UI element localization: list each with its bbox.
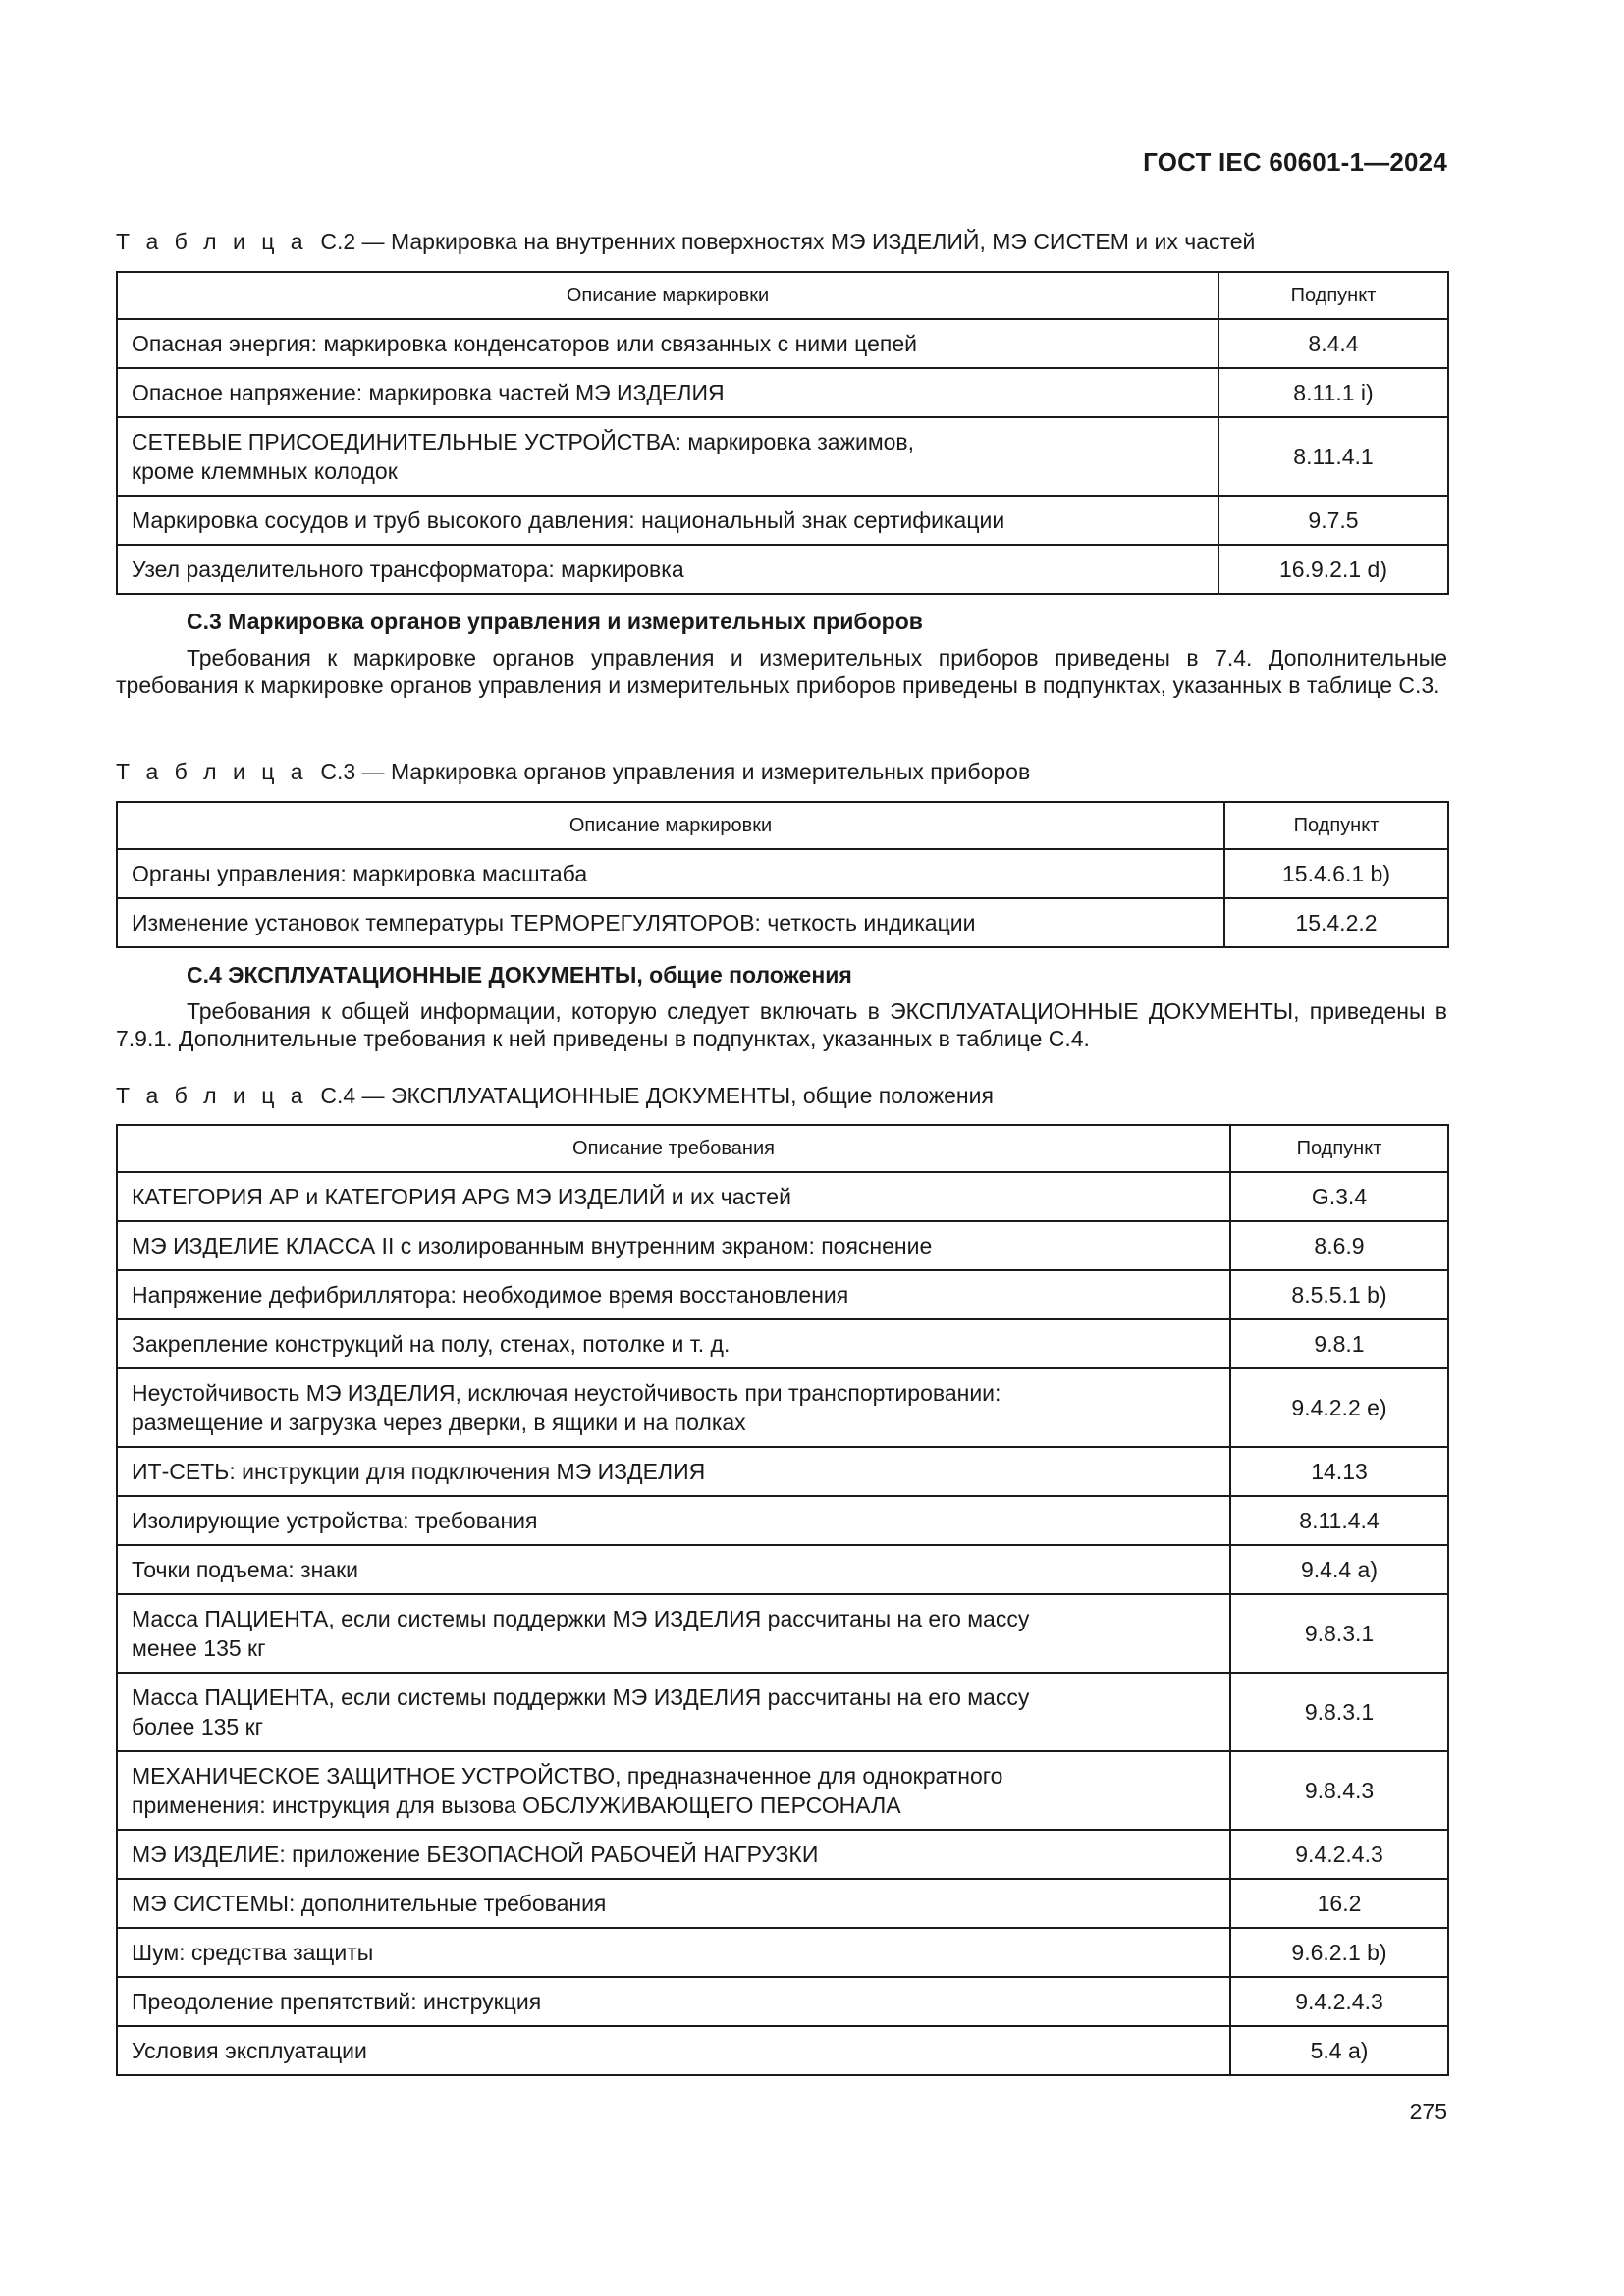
table-row	[117, 1673, 1448, 1751]
row-description: Напряжение дефибриллятора: необходимое время восстановления	[117, 1270, 1230, 1319]
table-c3	[116, 801, 1449, 948]
table-row	[117, 849, 1448, 898]
row-description-line-2: размещение и загрузка через дверки, в ящики и на полках	[132, 1410, 746, 1435]
row-description: Маркировка сосудов и труб высокого давления: национальный знак сертификации	[117, 496, 1218, 545]
row-description-line-2: применения: инструкция для вызова ОБСЛУЖИВАЮЩЕГО ПЕРСОНАЛА	[132, 1792, 901, 1818]
standard-designation: ГОСТ IEC 60601-1—2024	[1143, 147, 1447, 177]
row-subclause: 9.8.3.1	[1230, 1594, 1448, 1673]
row-subclause: 8.5.5.1 b)	[1230, 1270, 1448, 1319]
row-description-line-1: Масса ПАЦИЕНТА, если системы поддержки МЭ ИЗДЕЛИЯ рассчитаны на его массу	[132, 1606, 1030, 1631]
row-description	[117, 1368, 1230, 1447]
row-subclause: 8.6.9	[1230, 1221, 1448, 1270]
table-c2	[116, 271, 1449, 595]
row-description-line-2: кроме клеммных колодок	[132, 458, 398, 484]
row-subclause: 8.11.4.1	[1218, 417, 1448, 496]
table-c3-caption	[116, 759, 1030, 785]
row-subclause: 9.6.2.1 b)	[1230, 1928, 1448, 1977]
row-subclause: 16.9.2.1 d)	[1218, 545, 1448, 594]
row-subclause: 16.2	[1230, 1879, 1448, 1928]
table-header-row	[117, 272, 1448, 319]
section-c4-paragraph-text: Требования к общей информации, которую следует включать в ЭКСПЛУАТАЦИОННЫЕ ДОКУМЕНТЫ, приведены в 7.9.1. Дополнительные требования к ней приведены в подпунктах, указанных в таблице С.4.	[116, 998, 1447, 1051]
row-description: Узел разделительного трансформатора: маркировка	[117, 545, 1218, 594]
row-description: ИТ-СЕТЬ: инструкции для подключения МЭ ИЗДЕЛИЯ	[117, 1447, 1230, 1496]
table-row	[117, 545, 1448, 594]
row-description: МЭ ИЗДЕЛИЕ КЛАССА II с изолированным внутренним экраном: пояснение	[117, 1221, 1230, 1270]
section-c4-paragraph	[116, 997, 1447, 1052]
row-description-line-2: более 135 кг	[132, 1714, 264, 1739]
row-subclause: 9.8.3.1	[1230, 1673, 1448, 1751]
column-header-description: Описание маркировки	[117, 272, 1218, 319]
table-row	[117, 1830, 1448, 1879]
row-subclause: G.3.4	[1230, 1172, 1448, 1221]
row-description-line-2: менее 135 кг	[132, 1635, 266, 1661]
row-subclause: 8.11.4.4	[1230, 1496, 1448, 1545]
row-subclause: 14.13	[1230, 1447, 1448, 1496]
table-row	[117, 1496, 1448, 1545]
row-subclause: 8.11.1 i)	[1218, 368, 1448, 417]
row-description	[117, 417, 1218, 496]
row-description	[117, 1673, 1230, 1751]
row-description	[117, 1751, 1230, 1830]
row-description: КАТЕГОРИЯ АР и КАТЕГОРИЯ АРG МЭ ИЗДЕЛИЙ и их частей	[117, 1172, 1230, 1221]
column-header-subclause: Подпункт	[1224, 802, 1448, 849]
table-c4-caption	[116, 1083, 994, 1109]
table-row	[117, 319, 1448, 368]
table-row	[117, 1545, 1448, 1594]
table-row	[117, 496, 1448, 545]
row-description: МЭ ИЗДЕЛИЕ: приложение БЕЗОПАСНОЙ РАБОЧЕЙ НАГРУЗКИ	[117, 1830, 1230, 1879]
row-description: Органы управления: маркировка масштаба	[117, 849, 1224, 898]
row-subclause: 9.7.5	[1218, 496, 1448, 545]
row-description-line-1: МЕХАНИЧЕСКОЕ ЗАЩИТНОЕ УСТРОЙСТВО, предназначенное для однократного	[132, 1763, 1003, 1789]
row-subclause: 15.4.6.1 b)	[1224, 849, 1448, 898]
table-c2-caption	[116, 229, 1255, 255]
table-c3-caption-text: С.3 — Маркировка органов управления и измерительных приборов	[320, 759, 1031, 784]
table-row	[117, 1594, 1448, 1673]
table-c2-caption-prefix: Т а б л и ц а	[116, 229, 308, 254]
table-row	[117, 1221, 1448, 1270]
row-description: Опасное напряжение: маркировка частей МЭ ИЗДЕЛИЯ	[117, 368, 1218, 417]
table-header-row	[117, 1125, 1448, 1172]
row-description: Преодоление препятствий: инструкция	[117, 1977, 1230, 2026]
section-c3-paragraph	[116, 644, 1447, 699]
row-subclause: 5.4 a)	[1230, 2026, 1448, 2075]
page-number: 275	[1409, 2099, 1447, 2124]
section-c3-paragraph-text: Требования к маркировке органов управления и измерительных приборов приведены в 7.4. Дополнительные требования к маркировке органов управления и измерительных приборов приведены в подпунктах, указанных в таблице С.3.	[116, 645, 1447, 698]
column-header-subclause: Подпункт	[1218, 272, 1448, 319]
table-row	[117, 1751, 1448, 1830]
table-row	[117, 368, 1448, 417]
table-row	[117, 1368, 1448, 1447]
row-description-line-1: Масса ПАЦИЕНТА, если системы поддержки МЭ ИЗДЕЛИЯ рассчитаны на его массу	[132, 1684, 1030, 1710]
row-description: Условия эксплуатации	[117, 2026, 1230, 2075]
row-subclause: 15.4.2.2	[1224, 898, 1448, 947]
table-c2-caption-text: С.2 — Маркировка на внутренних поверхностях МЭ ИЗДЕЛИЙ, МЭ СИСТЕМ и их частей	[320, 229, 1256, 254]
table-row	[117, 1977, 1448, 2026]
row-subclause: 9.4.2.4.3	[1230, 1830, 1448, 1879]
row-subclause: 9.4.2.4.3	[1230, 1977, 1448, 2026]
section-c3-title: С.3 Маркировка органов управления и измерительных приборов	[187, 609, 923, 634]
table-row	[117, 1319, 1448, 1368]
table-row	[117, 898, 1448, 947]
row-description: Изолирующие устройства: требования	[117, 1496, 1230, 1545]
row-description: Закрепление конструкций на полу, стенах, потолке и т. д.	[117, 1319, 1230, 1368]
table-row	[117, 2026, 1448, 2075]
row-description: МЭ СИСТЕМЫ: дополнительные требования	[117, 1879, 1230, 1928]
section-c4-title: С.4 ЭКСПЛУАТАЦИОННЫЕ ДОКУМЕНТЫ, общие положения	[187, 962, 852, 988]
row-description-line-1: Неустойчивость МЭ ИЗДЕЛИЯ, исключая неустойчивость при транспортировании:	[132, 1380, 1001, 1406]
row-subclause: 9.8.1	[1230, 1319, 1448, 1368]
row-description: Опасная энергия: маркировка конденсаторов или связанных с ними цепей	[117, 319, 1218, 368]
table-header-row	[117, 802, 1448, 849]
table-row	[117, 1447, 1448, 1496]
table-c4-caption-text: С.4 — ЭКСПЛУАТАЦИОННЫЕ ДОКУМЕНТЫ, общие положения	[320, 1083, 994, 1108]
row-subclause: 8.4.4	[1218, 319, 1448, 368]
table-c4-caption-prefix: Т а б л и ц а	[116, 1083, 308, 1108]
row-description: Шум: средства защиты	[117, 1928, 1230, 1977]
row-description: Точки подъема: знаки	[117, 1545, 1230, 1594]
table-row	[117, 1270, 1448, 1319]
row-description: Изменение установок температуры ТЕРМОРЕГУЛЯТОРОВ: четкость индикации	[117, 898, 1224, 947]
column-header-subclause: Подпункт	[1230, 1125, 1448, 1172]
row-subclause: 9.4.4 a)	[1230, 1545, 1448, 1594]
row-subclause: 9.8.4.3	[1230, 1751, 1448, 1830]
row-description-line-1: СЕТЕВЫЕ ПРИСОЕДИНИТЕЛЬНЫЕ УСТРОЙСТВА: маркировка зажимов,	[132, 429, 915, 454]
table-c4	[116, 1124, 1449, 2076]
table-row	[117, 1172, 1448, 1221]
column-header-description: Описание маркировки	[117, 802, 1224, 849]
column-header-description: Описание требования	[117, 1125, 1230, 1172]
table-row	[117, 417, 1448, 496]
table-c3-caption-prefix: Т а б л и ц а	[116, 759, 308, 784]
table-row	[117, 1928, 1448, 1977]
row-subclause: 9.4.2.2 e)	[1230, 1368, 1448, 1447]
row-description	[117, 1594, 1230, 1673]
table-row	[117, 1879, 1448, 1928]
